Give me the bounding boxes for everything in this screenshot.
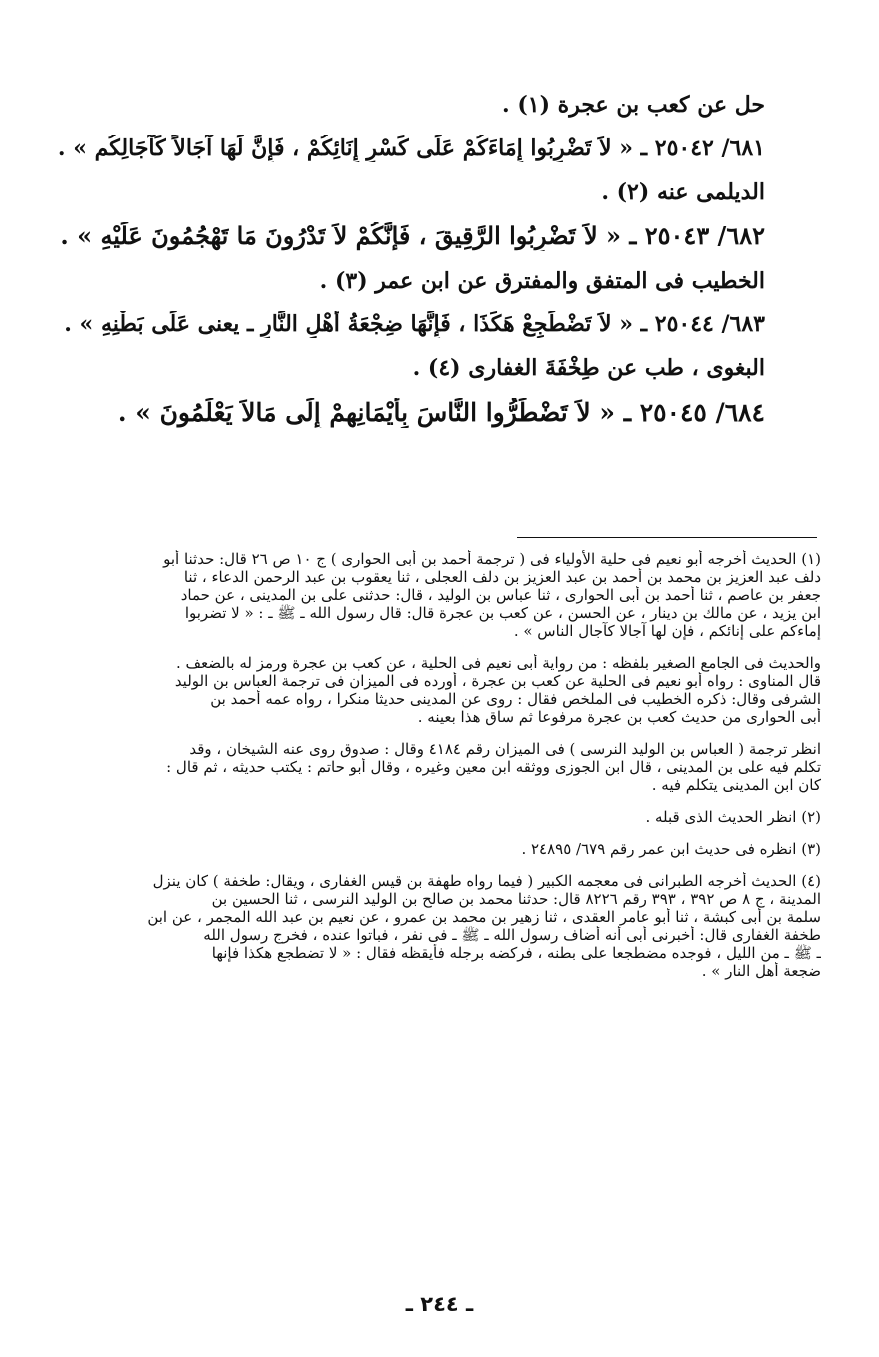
footnote-2 <box>51 808 821 826</box>
footnote-line: (٤) الحديث أخرجه الطبرانى فى معجمه الكبير ( فيما رواه طهفة بن قيس الغفارى ، ويقال: طخفة ) كان ينزل <box>152 872 821 890</box>
footnote-4 <box>51 872 821 980</box>
footnote-line: ضجعة أهل النار » . <box>701 962 821 980</box>
footnotes <box>51 550 821 994</box>
hadith-line: ٦٨٣/ ٢٥٠٤٤ ـ « لاَ تَضْطَجِعْ هَكَذَا ، فَإِنَّهَا ضِجْعَةُ أَهْلِ النَّارِ ـ يعنى عَلَى بَطْنِهِ » . <box>64 311 765 338</box>
footnote-line: (٣) انظره فى حديث ابن عمر رقم ٦٧٩/ ٢٤٨٩٥ . <box>521 840 821 858</box>
footnote-line: ـ ﷺ ـ من الليل ، فوجده مضطجعا على بطنه ، فركضه برجله فأيقظه فقال : « لا تضطجع هكذا فإنها <box>211 944 821 962</box>
source-line: البغوى ، طب عن طِخْفَةَ الغفارى (٤) . <box>412 354 765 381</box>
hadith-line: ٦٨١/ ٢٥٠٤٢ ـ « لاَ تَضْرِبُوا إِمَاءَكُمْ عَلَى كَسْرِ إِنَائِكُمْ ، فَإِنَّ لَهَا آجَالاً كَآجَالِكُم » . <box>57 135 765 162</box>
footnote-line: المدينة ، ج ٨ ص ٣٩٢ ، ٣٩٣ رقم ٨٢٢٦ قال: حدثنا محمد بن صالح بن الوليد النرسى ، ثنا الحسين بن <box>211 890 821 908</box>
footnote-line: قال المناوى : رواه أبو نعيم فى الحلية عن كعب بن عجرة ، أورده فى الميزان فى ترجمة العباس بن الوليد <box>174 672 821 690</box>
footnote-line: جعفر بن عاصم ، ثنا أحمد بن أبى الحوارى ، ثنا عباس بن الوليد ، قال: حدثنى على بن المدينى ، عن حماد <box>180 586 821 604</box>
footnote-line: دلف عبد العزيز بن محمد بن أحمد بن عبد العزيز بن دلف العجلى ، ثنا يعقوب بن عبد الرحمن الدعاء ، ثنا <box>183 568 821 586</box>
footnote-line: سلمة بن أبى كبشة ، ثنا أبو عامر العقدى ، ثنا زهير بن محمد بن عمرو ، عن نعيم بن عبد الله المجمر ، عن ابن <box>147 908 821 926</box>
footnote-1 <box>51 550 821 640</box>
footnote-line: أبى الحوارى من حديث كعب بن عجرة مرفوعا ثم ساق هذا بعينه . <box>417 708 821 726</box>
footnote-line: طخفة الغفارى قال: أخبرنى أبى أنه أضاف رسول الله ـ ﷺ ـ فى نفر ، فباتوا عنده ، فخرج رسول الله <box>203 926 821 944</box>
footnote-line: إماءكم على إنائكم ، فإن لها آجالا كآجال الناس » . <box>513 622 821 640</box>
page-number: ـ ٢٤٤ ـ <box>405 1292 474 1316</box>
hadith-line: ٦٨٤/ ٢٥٠٤٥ ـ « لاَ تَضْطَرُّوا النَّاسَ بِأَيْمَانِهِمْ إِلَى مَالاَ يَعْلَمُونَ » . <box>117 398 765 428</box>
footnote-line: انظر ترجمة ( العباس بن الوليد النرسى ) فى الميزان رقم ٤١٨٤ وقال : صدوق روى عنه الشيخان ، وقد <box>189 740 821 758</box>
footnote-line: تكلم فيه على بن المدينى ، قال ابن الجوزى ووثقه ابن معين وغيره ، وقال أبو حاتم : يكتب حديثه ، ثم قال : <box>166 758 821 776</box>
main-text <box>53 92 765 445</box>
footnote-line: (١) الحديث أخرجه أبو نعيم فى حلية الأولياء فى ( ترجمة أحمد بن أبى الحوارى ) ج ١٠ ص ٢٦ قال: حدثنا أبو <box>163 550 821 568</box>
source-line: حل عن كعب بن عجرة (١) . <box>502 92 765 118</box>
footnote-line: (٢) انظر الحديث الذى قبله . <box>645 808 821 826</box>
footnote-1-commentary <box>51 654 821 726</box>
hadith-line: ٦٨٢/ ٢٥٠٤٣ ـ « لاَ تَضْرِبُوا الرَّقِيقَ ، فَإِنَّكُمْ لاَ تَدْرُونَ مَا تَهْجُمُونَ عَلَيْهِ » . <box>60 222 765 251</box>
footnote-line: ابن يزيد ، عن مالك بن دينار ، عن الحسن ، عن كعب بن عجرة قال: قال رسول الله ـ ﷺ ـ : « لا تضربوا <box>184 604 821 622</box>
source-line: الخطيب فى المتفق والمفترق عن ابن عمر (٣) . <box>319 267 765 294</box>
footnote-line: الشرفى وقال: ذكره الخطيب فى الملخص فقال : روى عن المدينى حديثا منكرا ، رواه عمه أحمد بن <box>210 690 821 708</box>
footnote-3 <box>51 840 821 858</box>
footnote-1-narrator-note <box>51 740 821 794</box>
footnote-line: والحديث فى الجامع الصغير بلفظه : من رواية أبى نعيم فى الحلية ، عن كعب بن عجرة ورمز له بالضعف . <box>175 654 821 672</box>
footnote-separator <box>517 537 817 538</box>
source-line: الديلمى عنه (٢) . <box>601 178 765 205</box>
footnote-line: كان ابن المدينى يتكلم فيه . <box>651 776 821 794</box>
